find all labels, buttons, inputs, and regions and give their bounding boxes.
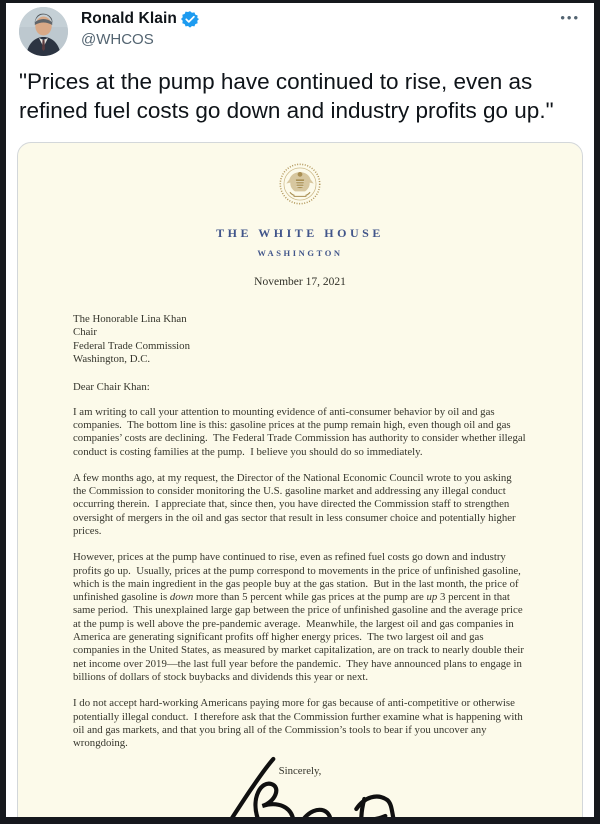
author-block bbox=[81, 7, 199, 48]
paragraph-3-text: 3 percent in that same period. This unexplained large gap between the price of unfinished gasoline and the average price at the pump is well above the pre-pandemic average. Meanwhile, the largest oil and gas companies in America are generating significant profits off higher energy prices. The two largest oil and gas companies in the United States, as measured by market capitalization, are on track to nearly double their net income over 2019—the last full year before the pandemic. They have announced plans to engage in billions of dollars of stock buybacks and dividends this year or next. bbox=[73, 591, 527, 683]
letter-image[interactable] bbox=[17, 142, 583, 824]
profile-photo-icon bbox=[19, 7, 68, 56]
author-name[interactable]: Ronald Klain bbox=[81, 10, 177, 27]
letter-paragraph-2: A few months ago, at my request, the Director of the National Economic Council wrote to you asking the Commission to consider monitoring the U.S. gasoline market and addressing any illegal conduct occurring therein. I appreciate that, since then, you have directed the Commission staff to strengthen oversight of mergers in the oil and gas sector that result in less consumer choice and potentially higher prices. bbox=[73, 471, 519, 537]
letter-paragraph-1: I am writing to call your attention to mounting evidence of anti-consumer behavior by oil and gas companies. The bottom line is this: gasoline prices at the pump remain high, even though oil and gas companies’ costs are declining. The Federal Trade Commission has authority to consider whether illegal conduct is costing families at the pump. I believe you should do so immediately. bbox=[73, 405, 529, 458]
letter-date: November 17, 2021 bbox=[254, 276, 346, 288]
italic-word-down: down bbox=[169, 591, 194, 604]
avatar[interactable] bbox=[19, 7, 68, 56]
paragraph-3-text: However, prices at the pump have continued to rise, even as refined fuel costs go down and industry profits go up. Usually, prices at the pump correspond to movements in the price of unfinished gasoline, which is the main ingredient in the gas people buy at the gas station. But in the last month, the price of unfinished gasoline is bbox=[73, 551, 524, 604]
italic-word-up: up bbox=[426, 591, 438, 604]
letter-paragraph-3 bbox=[73, 551, 527, 684]
author-handle[interactable]: @WHCOS bbox=[81, 31, 154, 48]
recipient-line: Washington, D.C. bbox=[73, 353, 151, 366]
tweet-header bbox=[6, 3, 594, 56]
recipient-line: The Honorable Lina Khan bbox=[73, 313, 187, 325]
recipient-address bbox=[73, 313, 527, 367]
closing-block bbox=[73, 765, 527, 777]
recipient-line: Federal Trade Commission bbox=[73, 339, 190, 352]
more-options-button[interactable]: ••• bbox=[560, 10, 580, 25]
verified-badge-icon bbox=[181, 10, 199, 28]
tweet-text: "Prices at the pump have continued to rise, even as refined fuel costs go down and industry profits go up." bbox=[19, 69, 554, 123]
paragraph-3-text: more than 5 percent while gas prices at the pump are bbox=[193, 591, 427, 604]
presidential-seal-icon bbox=[278, 161, 322, 207]
closing-text: Sincerely, bbox=[278, 765, 322, 778]
recipient-line: Chair bbox=[73, 326, 97, 339]
salutation: Dear Chair Khan: bbox=[73, 380, 150, 393]
letterhead-title: THE WHITE HOUSE bbox=[216, 226, 384, 240]
letterhead-subtitle: WASHINGTON bbox=[257, 248, 343, 258]
letter-paragraph-4: I do not accept hard-working Americans paying more for gas because of anti-competitive or otherwise potentially illegal conduct. I therefore ask that the Commission further examine what is happening with oil and gas markets, and that you bring all of the Commission’s tools to bear if you uncover any wrongdoing. bbox=[73, 697, 526, 750]
